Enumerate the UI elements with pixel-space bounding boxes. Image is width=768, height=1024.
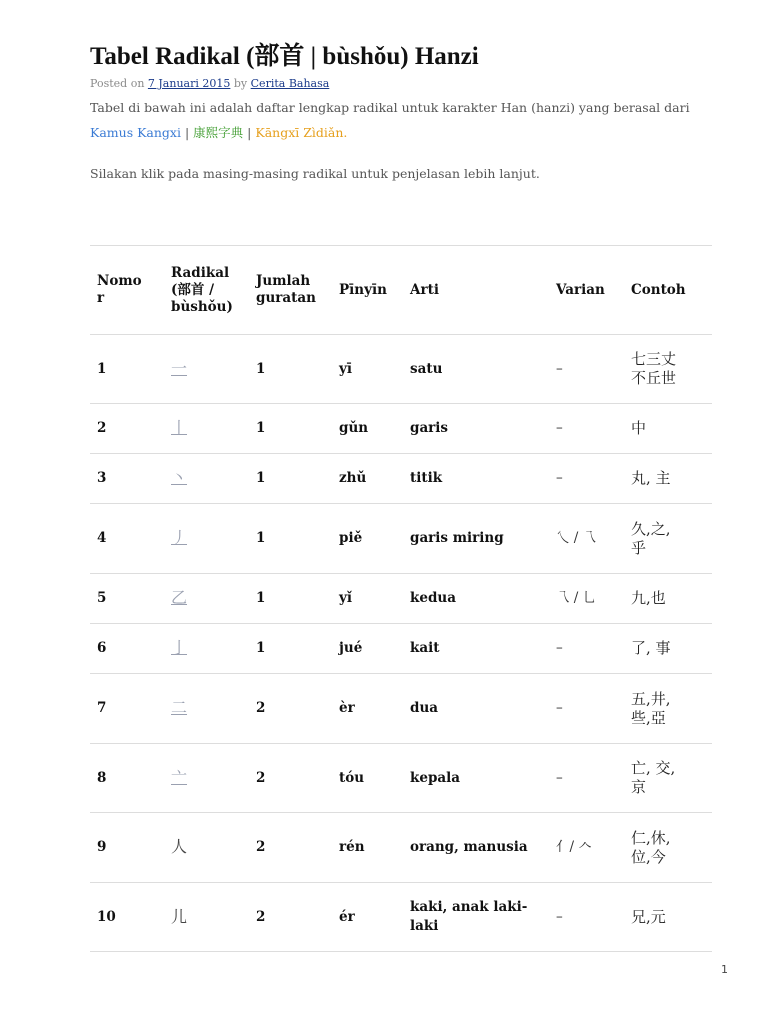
table-row: [90, 335, 712, 404]
radical-link[interactable]: 丨: [171, 418, 188, 437]
radical-link[interactable]: 乙: [171, 588, 188, 607]
cell-radikal: [164, 674, 249, 744]
table-row: [90, 883, 712, 952]
header-radikal: Radikal (部首 / bùshǒu): [164, 246, 249, 335]
kangxi-zidian-pinyin-link[interactable]: Kāngxī Zìdiǎn.: [255, 125, 348, 140]
cell-contoh: [624, 454, 712, 504]
contoh-line: 丸, 主: [631, 469, 671, 487]
cell-radikal: [164, 574, 249, 624]
cell-nomor: 2: [90, 404, 164, 454]
cell-pinyin: ér: [332, 883, 403, 952]
header-varian: Varian: [549, 246, 624, 335]
radicals-table: [90, 245, 712, 952]
cell-radikal: [164, 624, 249, 674]
contoh-line: 不丘世: [631, 369, 677, 387]
header-arti: Arti: [403, 246, 549, 335]
kangxi-zidian-chinese-link[interactable]: 康熙字典: [193, 125, 244, 140]
cell-arti: titik: [403, 454, 549, 504]
cell-pinyin: rén: [332, 813, 403, 883]
cell-nomor: 6: [90, 624, 164, 674]
cell-guratan: 1: [249, 454, 332, 504]
cell-guratan: 2: [249, 744, 332, 813]
cell-arti: orang, manusia: [403, 813, 549, 883]
radical-link[interactable]: 丶: [171, 468, 188, 487]
intro-paragraph: [90, 95, 710, 145]
post-meta: [90, 77, 710, 91]
contoh-line: 久,之,: [631, 519, 671, 538]
cell-guratan: 1: [249, 504, 332, 574]
radical-link[interactable]: 二: [171, 698, 188, 717]
cell-radikal: [164, 883, 249, 952]
cell-contoh: [624, 674, 712, 744]
cell-radikal: [164, 504, 249, 574]
contoh-line: 兄,元: [631, 907, 666, 926]
header-nomor: Nomo r: [90, 246, 164, 335]
cell-varian: –: [549, 335, 624, 404]
cell-pinyin: èr: [332, 674, 403, 744]
radical-link[interactable]: 亠: [171, 767, 188, 787]
cell-varian: 亻/ 𠆢: [549, 813, 624, 883]
table-row: [90, 813, 712, 883]
cell-contoh: [624, 335, 712, 404]
cell-arti: satu: [403, 335, 549, 404]
kamus-kangxi-link[interactable]: Kamus Kangxi: [90, 125, 181, 140]
cell-varian: 乁 / 乚: [549, 574, 624, 624]
cell-contoh: [624, 504, 712, 574]
table-row: [90, 454, 712, 504]
radical-link[interactable]: 丿: [171, 528, 188, 547]
cell-radikal: [164, 454, 249, 504]
cell-arti: garis: [403, 404, 549, 454]
table-row: [90, 504, 712, 574]
page-title: Tabel Radikal (部首 | bùshǒu) Hanzi: [90, 43, 479, 70]
table-row: [90, 674, 712, 744]
header-jumlah-guratan: Jumlah guratan: [249, 246, 332, 335]
cell-nomor: 5: [90, 574, 164, 624]
header-pinyin: Pīnyīn: [332, 246, 403, 335]
intro-text: Tabel di bawah ini adalah daftar lengkap radikal untuk karakter Han (hanzi) yang berasal dari: [90, 100, 690, 115]
contoh-line: 亡, 交,: [631, 759, 676, 777]
contoh-line: 位,今: [631, 847, 666, 866]
table-row: [90, 404, 712, 454]
cell-nomor: 8: [90, 744, 164, 813]
contoh-line: 乎: [631, 538, 647, 557]
cell-contoh: [624, 404, 712, 454]
cell-pinyin: yī: [332, 335, 403, 404]
cell-pinyin: jué: [332, 624, 403, 674]
cell-nomor: 3: [90, 454, 164, 504]
cell-arti: kaki, anak laki-laki: [403, 883, 549, 952]
table-row: [90, 744, 712, 813]
article: [90, 40, 710, 184]
cell-nomor: 1: [90, 335, 164, 404]
cell-radikal: [164, 813, 249, 883]
cell-guratan: 1: [249, 404, 332, 454]
cell-arti: kait: [403, 624, 549, 674]
instruction-note: Silakan klik pada masing-masing radikal untuk penjelasan lebih lanjut.: [90, 166, 540, 181]
cell-pinyin: yǐ: [332, 574, 403, 624]
cell-contoh: [624, 883, 712, 952]
header-contoh: Contoh: [624, 246, 712, 335]
cell-varian: –: [549, 674, 624, 744]
posted-on-label: Posted on: [90, 77, 145, 90]
cell-varian: 乀 / 乁: [549, 504, 624, 574]
separator: |: [247, 125, 252, 140]
cell-contoh: [624, 574, 712, 624]
cell-pinyin: gǔn: [332, 404, 403, 454]
cell-pinyin: zhǔ: [332, 454, 403, 504]
cell-radikal: [164, 744, 249, 813]
cell-varian: –: [549, 744, 624, 813]
cell-guratan: 1: [249, 624, 332, 674]
contoh-line: 九,也: [631, 589, 666, 607]
cell-varian: –: [549, 883, 624, 952]
table-row: [90, 624, 712, 674]
cell-pinyin: tóu: [332, 744, 403, 813]
cell-contoh: [624, 744, 712, 813]
separator: |: [184, 125, 190, 140]
cell-nomor: 7: [90, 674, 164, 744]
cell-varian: –: [549, 454, 624, 504]
cell-guratan: 1: [249, 335, 332, 404]
cell-contoh: [624, 813, 712, 883]
cell-nomor: 10: [90, 883, 164, 952]
cell-contoh: [624, 624, 712, 674]
cell-guratan: 2: [249, 883, 332, 952]
cell-arti: garis miring: [403, 504, 549, 574]
radical-link[interactable]: 一: [171, 358, 188, 378]
author-link[interactable]: Cerita Bahasa: [250, 77, 330, 90]
cell-radikal: [164, 404, 249, 454]
contoh-line: 仁,休,: [631, 828, 671, 847]
contoh-line: 些,亞: [631, 708, 666, 727]
cell-guratan: 2: [249, 674, 332, 744]
cell-pinyin: piě: [332, 504, 403, 574]
radical-link[interactable]: 亅: [171, 638, 188, 657]
cell-guratan: 2: [249, 813, 332, 883]
cell-nomor: 4: [90, 504, 164, 574]
contoh-line: 中: [631, 419, 647, 437]
radical-char: 人: [171, 837, 188, 856]
cell-guratan: 1: [249, 574, 332, 624]
table-body: [90, 335, 712, 952]
by-label: by: [233, 77, 248, 90]
post-date-link[interactable]: 7 Januari 2015: [147, 77, 231, 90]
contoh-line: 了, 事: [631, 639, 671, 657]
contoh-line: 七三丈: [631, 350, 677, 368]
cell-radikal: [164, 335, 249, 404]
cell-varian: –: [549, 404, 624, 454]
page-number: 1: [721, 963, 728, 976]
cell-arti: kepala: [403, 744, 549, 813]
cell-arti: dua: [403, 674, 549, 744]
cell-arti: kedua: [403, 574, 549, 624]
contoh-line: 五,井,: [631, 689, 671, 708]
cell-varian: –: [549, 624, 624, 674]
cell-nomor: 9: [90, 813, 164, 883]
contoh-line: 京: [631, 778, 647, 796]
table-row: [90, 574, 712, 624]
table-header-row: [90, 246, 712, 335]
radical-char: 儿: [171, 906, 188, 926]
